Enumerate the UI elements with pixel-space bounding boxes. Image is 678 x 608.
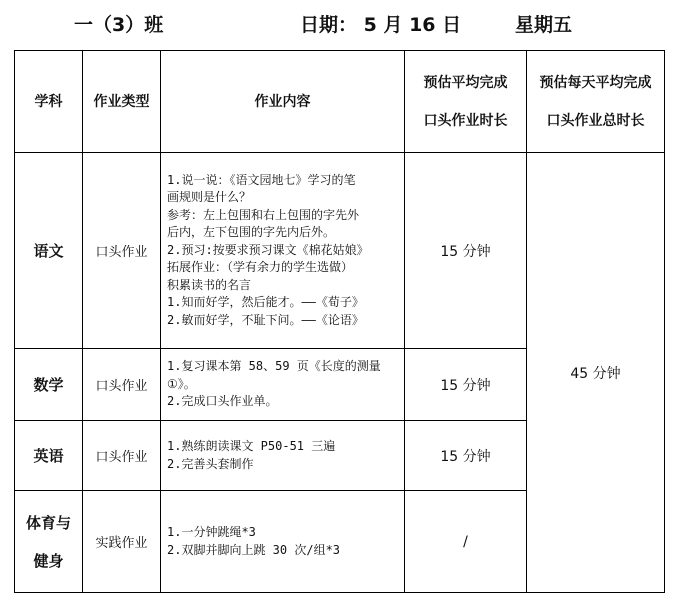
content-line: 1.知而好学，然后能才。——《荀子》: [167, 295, 364, 310]
content-line: 拓展作业：（学有余力的学生选做）: [167, 260, 354, 275]
col-header-total-time: [527, 51, 665, 153]
content-line: 2.双脚并脚向上跳 30 次/组*3: [167, 542, 341, 557]
subject-line: 体育与: [25, 513, 71, 532]
content-cell: [161, 349, 405, 421]
content-line: 2.完善头套制作: [167, 456, 254, 471]
col-header-subject: 学科: [15, 51, 83, 153]
content-line: 1.一分钟跳绳*3: [167, 525, 256, 539]
type-cell: 口头作业: [83, 349, 161, 421]
col-header-content: 作业内容: [161, 51, 405, 153]
content-line: 2.预习:按要求预习课文《棉花姑娘》: [167, 242, 369, 257]
content-cell: [161, 153, 405, 349]
time-cell: 15 分钟: [405, 349, 527, 421]
table-row: [15, 153, 665, 349]
subject-line: 健身: [33, 551, 64, 570]
content-line: ①》。: [167, 376, 196, 391]
time-cell: 15 分钟: [405, 421, 527, 491]
content-line: 积累读书的名言: [167, 277, 252, 292]
homework-table: [14, 50, 665, 593]
content-cell: [161, 421, 405, 491]
date-label: 日期： 5 月 16 日: [300, 14, 462, 36]
content-cell: [161, 491, 405, 593]
type-cell: 口头作业: [83, 153, 161, 349]
time-cell: 15 分钟: [405, 153, 527, 349]
content-line: 1.复习课本第 58、59 页《长度的测量: [167, 359, 381, 374]
col-header-avg-time: [405, 51, 527, 153]
class-label: 一（3）班: [74, 14, 164, 36]
weekday-label: 星期五: [515, 14, 573, 36]
type-cell: 口头作业: [83, 421, 161, 491]
content-line: 2.敏而好学，不耻下问。——《论语》: [167, 312, 364, 327]
subject-cell: 英语: [15, 421, 83, 491]
col-header-total-time-line2: 口头作业总时长: [546, 112, 645, 129]
col-header-type: 作业类型: [83, 51, 161, 153]
content-line: 1.说一说：《语文园地七》学习的笔: [167, 172, 356, 187]
subject-cell: 语文: [15, 153, 83, 349]
content-line: 画规则是什么？: [167, 190, 252, 205]
col-header-total-time-line1: 预估每天平均完成: [539, 74, 652, 91]
col-header-avg-time-line2: 口头作业时长: [423, 112, 508, 129]
content-line: 1.熟练朗读课文 P50-51 三遍: [167, 439, 336, 453]
subject-cell: 数学: [15, 349, 83, 421]
header-row: [15, 51, 665, 153]
content-line: 2.完成口头作业单。: [167, 394, 278, 409]
page-header: [0, 6, 678, 42]
type-cell: 实践作业: [83, 491, 161, 593]
col-header-avg-time-line1: 预估平均完成: [423, 74, 508, 91]
content-line: 后内，左下包围的字先内后外。: [167, 225, 336, 240]
total-time-cell: 45 分钟: [527, 153, 665, 593]
content-line: 参考：左上包围和右上包围的字先外: [167, 207, 360, 222]
subject-cell: [15, 491, 83, 593]
time-cell: /: [405, 491, 527, 593]
